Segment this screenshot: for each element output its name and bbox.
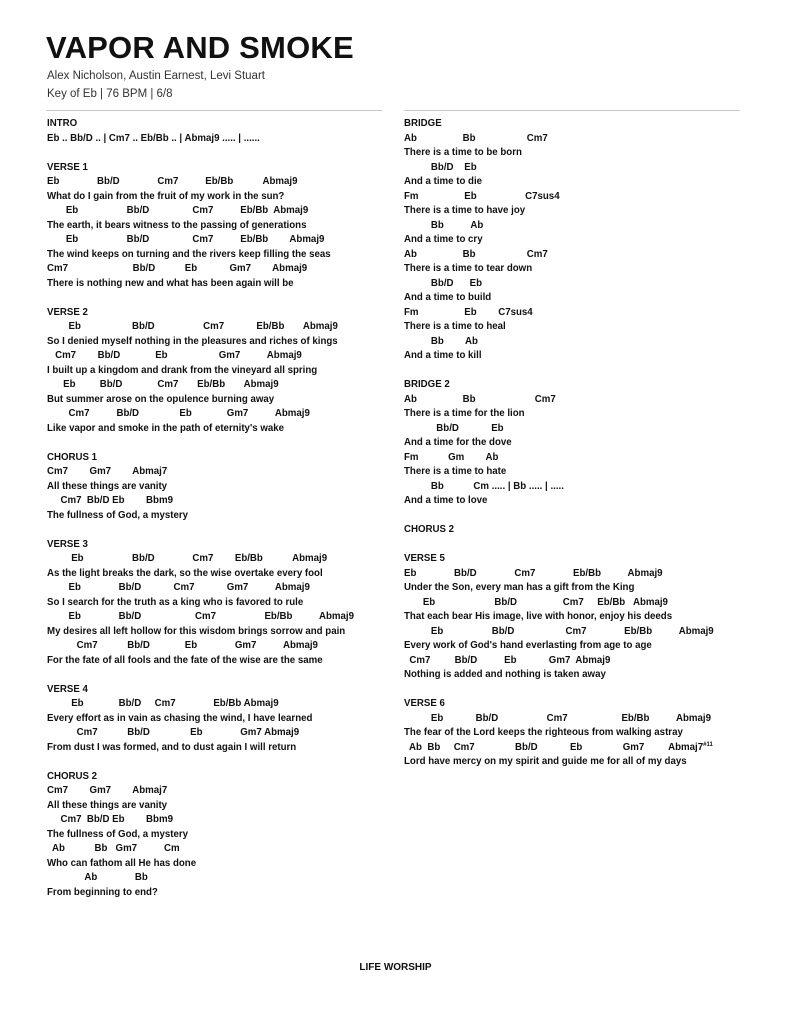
- sheet-line: Fm Gm Ab: [404, 451, 499, 463]
- sheet-line: Cm7 Gm7 Abmaj7: [47, 785, 168, 796]
- sheet-line: Fm Eb C7sus4: [404, 190, 560, 202]
- sheet-line: VERSE 5: [404, 553, 445, 564]
- sheet-line: From dust I was formed, and to dust again I will return: [47, 741, 297, 753]
- sheet-line: Cm7 Bb/D Eb Gm7 Abmaj9: [47, 408, 310, 419]
- sheet-line: Ab Bb Cm7 Bb/D Eb Gm7 Abmaj7$^{\#11}$: [404, 741, 713, 753]
- sheet-line: Eb Bb/D Cm7 Gm7 Abmaj9: [47, 582, 310, 593]
- sheet-line: VERSE 1: [47, 161, 88, 173]
- sheet-line: Fm Eb C7sus4: [404, 306, 533, 318]
- sheet-line: Eb .. Bb/D .. | Cm7 .. Eb/Bb .. | Abmaj9 ..... | ......: [47, 132, 260, 144]
- sheet-line: Eb Bb/D Cm7 Eb/Bb Abmaj9: [47, 321, 338, 332]
- sheet-line: As the light breaks the dark, so the wise overtake every fool: [47, 567, 323, 579]
- sheet-line: Cm7 Bb/D Eb Gm7 Abmaj9: [47, 263, 308, 274]
- sheet-line: And a time for the dove: [404, 437, 512, 448]
- sheet-line: Ab Bb Cm7: [404, 132, 548, 144]
- spacer: [47, 668, 392, 683]
- sheet-line: Bb/D Eb: [404, 422, 504, 434]
- spacer: [47, 755, 392, 770]
- sheet-line: All these things are vanity: [47, 799, 168, 811]
- sheet-line: BRIDGE 2: [404, 379, 450, 390]
- sheet-line: Ab Bb Gm7 Cm: [47, 843, 180, 854]
- sheet-line: INTRO: [47, 118, 78, 129]
- sheet-line: Ab Bb: [47, 872, 148, 883]
- sheet-line: But summer arose on the opulence burning away: [47, 393, 275, 405]
- spacer: [404, 364, 749, 379]
- sheet-line: CHORUS 2: [404, 524, 455, 535]
- sheet-line: Eb Bb/D Cm7 Eb/Bb Abmaj9: [404, 596, 668, 608]
- sheet-line: And a time to love: [404, 495, 488, 506]
- sheet-line: The fear of the Lord keeps the righteous from walking astray: [404, 727, 683, 738]
- sheet-line: Nothing is added and nothing is taken away: [404, 669, 606, 680]
- sheet-line: Eb Bb/D Cm7 Eb/Bb Abmaj9: [47, 205, 309, 216]
- song-authors: Alex Nicholson, Austin Earnest, Levi Stuart: [47, 70, 265, 82]
- sheet-line: There is nothing new and what has been again will be: [47, 277, 294, 289]
- left-column: [47, 117, 392, 900]
- footer-publisher: LIFE WORSHIP: [359, 962, 432, 973]
- sheet-line: Eb Bb/D Cm7 Eb/Bb Abmaj9: [47, 553, 328, 564]
- sheet-line: Bb/D Eb: [404, 161, 477, 173]
- sheet-line: Eb Bb/D Cm7 Eb/Bb Abmaj9: [47, 698, 279, 709]
- sheet-line: Bb/D Eb: [404, 277, 483, 289]
- sheet-line: Cm7 Bb/D Eb Bbm9: [47, 495, 173, 506]
- sheet-line: Eb Bb/D Cm7 Eb/Bb Abmaj9: [47, 234, 325, 245]
- sheet-line: Every effort as in vain as chasing the wind, I have learned: [47, 712, 313, 724]
- sheet-line: And a time to build: [404, 292, 492, 303]
- spacer: [47, 146, 392, 161]
- sheet-line: Cm7 Bb/D Eb Gm7 Abmaj9: [47, 640, 318, 651]
- sheet-line: Cm7 Bb/D Eb Gm7 Abmaj9: [47, 727, 300, 738]
- sheet-line: From beginning to end?: [47, 886, 158, 898]
- sheet-line: There is a time to tear down: [404, 263, 533, 274]
- sheet-line: Bb Ab: [404, 219, 484, 231]
- sheet-line: All these things are vanity: [47, 480, 168, 492]
- sheet-line: BRIDGE: [404, 118, 442, 129]
- sheet-line: The fullness of God, a mystery: [47, 828, 189, 840]
- sheet-line: Eb Bb/D Cm7 Eb/Bb Abmaj9: [47, 379, 279, 390]
- sheet-line: Bb Ab: [404, 335, 478, 347]
- sheet-line: The fullness of God, a mystery: [47, 509, 189, 521]
- sheet-line: So I search for the truth as a king who is favored to rule: [47, 596, 304, 608]
- sheet-line: CHORUS 1: [47, 451, 98, 463]
- sheet-line: Cm7 Gm7 Abmaj7: [47, 466, 168, 477]
- sheet-line: There is a time to heal: [404, 321, 506, 332]
- sheet-line: What do I gain from the fruit of my work in the sun?: [47, 190, 285, 202]
- song-title: VAPOR AND SMOKE: [46, 30, 354, 65]
- sheet-line: There is a time for the lion: [404, 408, 525, 419]
- sheet-line: And a time to kill: [404, 350, 482, 361]
- sheet-line: Ab Bb Cm7: [404, 248, 548, 260]
- sheet-line: Cm7 Bb/D Eb Gm7 Abmaj9: [404, 654, 611, 666]
- spacer: [404, 509, 749, 524]
- sheet-line: That each bear His image, live with honor, enjoy his deeds: [404, 611, 673, 622]
- header-divider-left: [46, 110, 382, 111]
- sheet-line: Every work of God's hand everlasting from age to age: [404, 640, 652, 651]
- sheet-line: And a time to die: [404, 176, 483, 187]
- sheet-line: Cm7 Bb/D Eb Bbm9: [47, 814, 173, 825]
- header-divider-right: [404, 110, 740, 111]
- sheet-line: Eb Bb/D Cm7 Eb/Bb Abmaj9: [404, 712, 712, 724]
- right-column: [404, 117, 749, 770]
- sheet-line: The earth, it bears witness to the passing of generations: [47, 219, 307, 231]
- chord-extension-superscript: #11: [703, 741, 713, 748]
- sheet-line: Who can fathom all He has done: [47, 857, 197, 869]
- sheet-line: Eb Bb/D Cm7 Eb/Bb Abmaj9: [47, 611, 355, 622]
- spacer: [47, 291, 392, 306]
- sheet-line: Eb Bb/D Cm7 Eb/Bb Abmaj9: [47, 176, 298, 187]
- sheet-line: VERSE 4: [47, 683, 88, 695]
- sheet-line: Eb Bb/D Cm7 Eb/Bb Abmaj9: [404, 625, 714, 637]
- sheet-line: And a time to cry: [404, 234, 483, 245]
- sheet-line: Eb Bb/D Cm7 Eb/Bb Abmaj9: [404, 567, 663, 579]
- spacer: [47, 523, 392, 538]
- sheet-line: For the fate of all fools and the fate of the wise are the same: [47, 654, 323, 666]
- sheet-line: CHORUS 2: [47, 770, 98, 782]
- sheet-line: VERSE 6: [404, 698, 445, 709]
- sheet-line: My desires all left hollow for this wisdom brings sorrow and pain: [47, 625, 346, 637]
- song-key-tempo-meter: Key of Eb | 76 BPM | 6/8: [47, 88, 173, 100]
- sheet-line: The wind keeps on turning and the rivers keep filling the seas: [47, 248, 331, 260]
- sheet-line: There is a time to have joy: [404, 205, 526, 216]
- sheet-line: VERSE 2: [47, 306, 88, 318]
- sheet-line: Cm7 Bb/D Eb Gm7 Abmaj9: [47, 350, 302, 361]
- spacer: [404, 683, 749, 698]
- sheet-line: There is a time to be born: [404, 147, 522, 158]
- sheet-line: Lord have mercy on my spirit and guide me for all of my days: [404, 756, 687, 767]
- spacer: [404, 538, 749, 553]
- sheet-line: Under the Son, every man has a gift from the King: [404, 582, 635, 593]
- sheet-line: Ab Bb Cm7: [404, 393, 556, 405]
- sheet-line: VERSE 3: [47, 538, 88, 550]
- sheet-line: Bb Cm ..... | Bb ..... | .....: [404, 480, 564, 492]
- sheet-line: I built up a kingdom and drank from the vineyard all spring: [47, 364, 318, 376]
- spacer: [47, 436, 392, 451]
- sheet-line: There is a time to hate: [404, 466, 507, 477]
- sheet-line: Like vapor and smoke in the path of eternity's wake: [47, 422, 285, 434]
- sheet-line: So I denied myself nothing in the pleasures and riches of kings: [47, 335, 338, 347]
